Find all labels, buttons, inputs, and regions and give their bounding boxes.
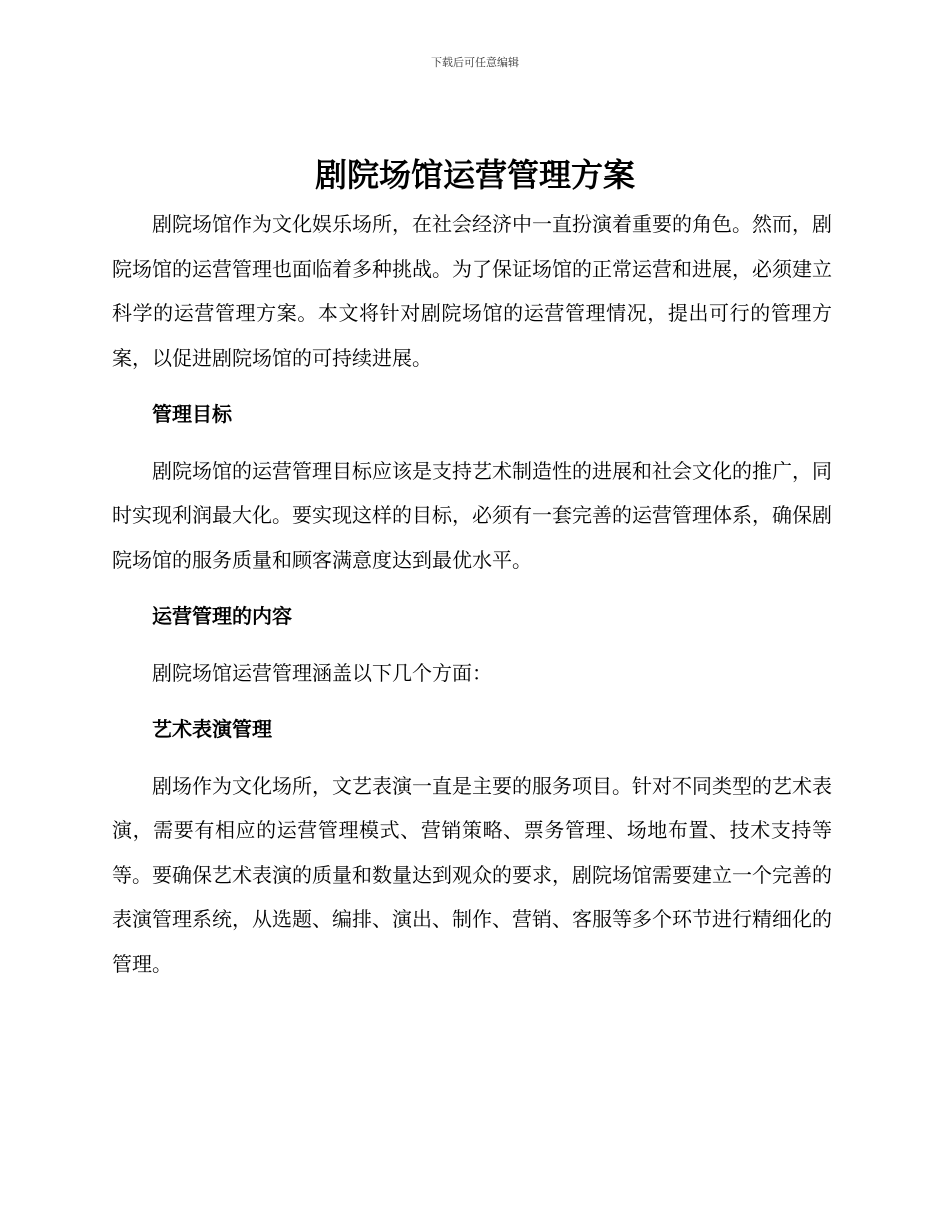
art-paragraph: 剧场作为文化场所，文艺表演一直是主要的服务项目。针对不同类型的艺术表演，需要有相应的运营管理模式、营销策略、票务管理、场地布置、技术支持等等。要确保艺术表演的质量和数量达到观众的要求，剧院场馆需要建立一个完善的表演管理系统，从选题、编排、演出、制作、营销、客服等多个环节进行精细化的管理。	[112, 773, 832, 976]
document-title: 剧院场馆运营管理方案	[314, 156, 635, 194]
goal-heading: 管理目标	[152, 402, 232, 426]
document-body	[112, 202, 832, 986]
content-heading: 运营管理的内容	[152, 604, 292, 628]
goal-paragraph: 剧院场馆的运营管理目标应该是支持艺术制造性的进展和社会文化的推广，同时实现利润最大化。要实现这样的目标，必须有一套完善的运营管理体系，确保剧院场馆的服务质量和顾客满意度达到最优水平。	[112, 458, 832, 572]
header-note: 下载后可任意编辑	[431, 56, 519, 69]
content-paragraph: 剧院场馆运营管理涵盖以下几个方面：	[152, 660, 492, 685]
art-heading: 艺术表演管理	[152, 717, 272, 741]
intro-paragraph: 剧院场馆作为文化娱乐场所，在社会经济中一直扮演着重要的角色。然而，剧院场馆的运营管理也面临着多种挑战。为了保证场馆的正常运营和进展，必须建立科学的运营管理方案。本文将针对剧院场馆的运营管理情况，提出可行的管理方案，以促进剧院场馆的可持续进展。	[112, 212, 832, 370]
